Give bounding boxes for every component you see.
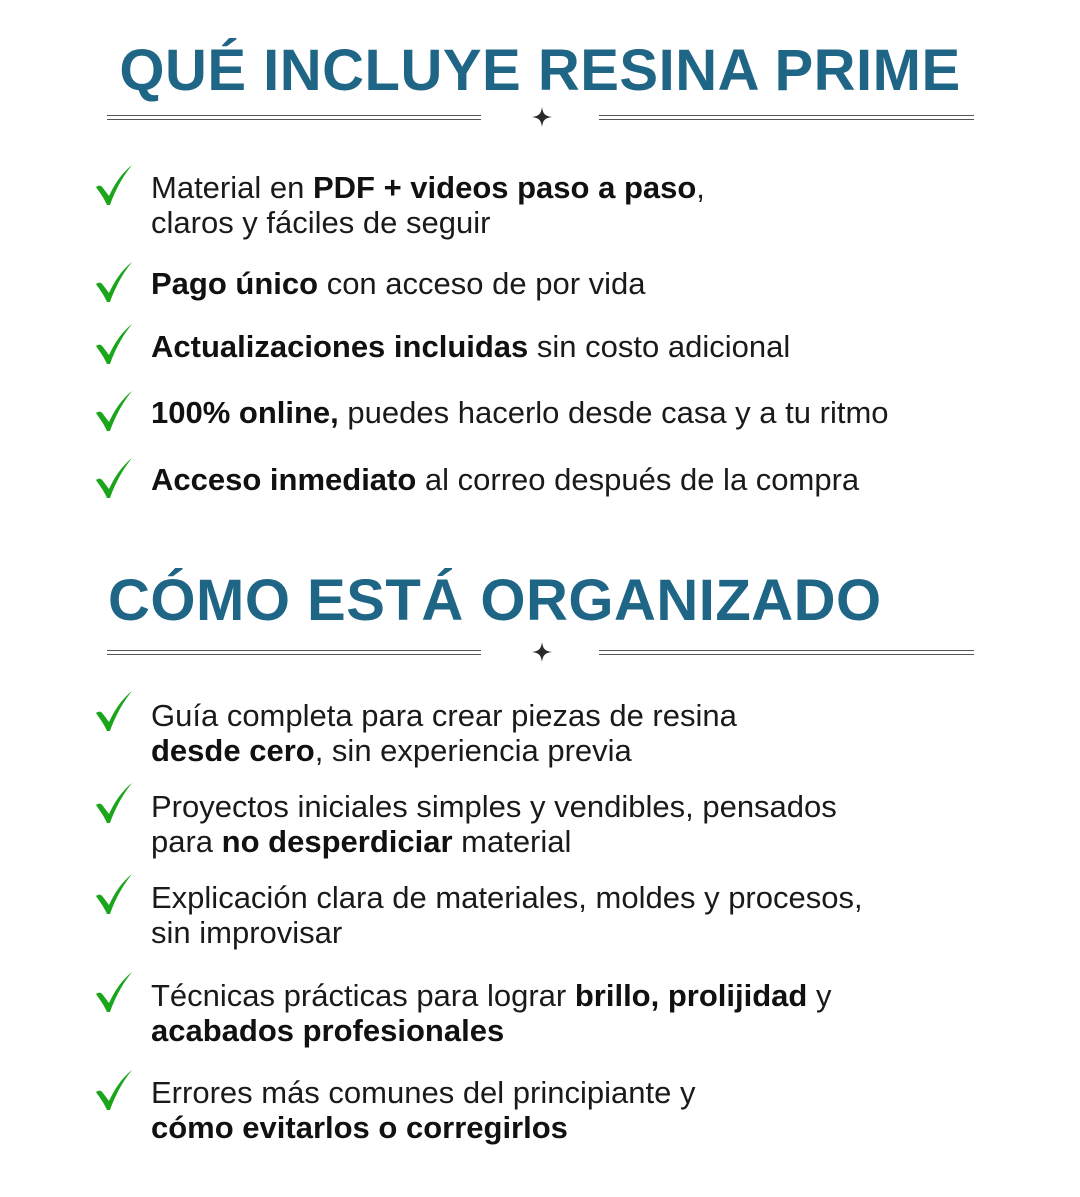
- text-segment: Explicación clara de materiales, moldes y procesos,: [151, 880, 863, 915]
- bold-text: no desperdiciar: [221, 824, 453, 859]
- checkmark-icon: [94, 781, 134, 825]
- text-segment: Técnicas prácticas para lograr: [151, 978, 575, 1013]
- checkmark-icon: [94, 322, 134, 366]
- text-line: [151, 266, 1051, 301]
- text-line: [151, 205, 1051, 240]
- section-title-organization: CÓMO ESTÁ ORGANIZADO: [108, 568, 882, 633]
- checkmark-icon: [94, 689, 134, 733]
- text-line: [151, 1013, 1051, 1048]
- text-segment: y: [807, 978, 832, 1013]
- text-segment: Proyectos iniciales simples y vendibles, pensados: [151, 789, 837, 824]
- text-segment: Errores más comunes del principiante y: [151, 1075, 696, 1110]
- text-segment: sin costo adicional: [528, 329, 791, 364]
- list-item-text: [151, 698, 1051, 768]
- checkmark-icon: [94, 1068, 134, 1112]
- text-line: [151, 329, 1051, 364]
- text-line: [151, 824, 1051, 859]
- text-line: [151, 462, 1051, 497]
- title-divider: [107, 111, 974, 127]
- text-line: [151, 733, 1051, 768]
- bold-text: PDF + videos paso a paso: [312, 170, 697, 205]
- bold-text: Pago único: [151, 266, 319, 301]
- four-point-star-icon: [531, 641, 553, 663]
- divider-line-right: [599, 650, 974, 655]
- list-item-text: [151, 789, 1051, 859]
- list-item-text: [151, 880, 1051, 950]
- text-segment: con acceso de por vida: [318, 266, 646, 301]
- title-divider: [107, 646, 974, 662]
- divider-line-right: [599, 115, 974, 120]
- text-line: [151, 915, 1051, 950]
- checkmark-icon: [94, 970, 134, 1014]
- text-segment: Material en: [151, 170, 313, 205]
- list-item-text: [151, 978, 1051, 1048]
- text-line: [151, 395, 1051, 430]
- text-segment: ,: [696, 170, 705, 205]
- text-line: [151, 170, 1051, 205]
- checkmark-icon: [94, 260, 134, 304]
- bold-text: cómo evitarlos o corregirlos: [151, 1110, 568, 1145]
- text-segment: al correo después de la compra: [416, 462, 860, 497]
- list-item-text: [151, 462, 1051, 497]
- text-segment: sin improvisar: [151, 915, 343, 950]
- text-line: [151, 789, 1051, 824]
- list-item-text: [151, 395, 1051, 430]
- list-item-text: [151, 1075, 1051, 1145]
- bold-text: Actualizaciones incluidas: [151, 329, 529, 364]
- checkmark-icon: [94, 456, 134, 500]
- text-segment: puedes hacerlo desde casa y a tu ritmo: [338, 395, 889, 430]
- text-line: [151, 1075, 1051, 1110]
- text-segment: material: [452, 824, 572, 859]
- bold-text: Acceso inmediato: [151, 462, 417, 497]
- text-line: [151, 1110, 1051, 1145]
- divider-line-left: [107, 115, 481, 120]
- divider-line-left: [107, 650, 481, 655]
- bold-text: desde cero: [151, 733, 315, 768]
- text-line: [151, 880, 1051, 915]
- section-title-includes: QUÉ INCLUYE RESINA PRIME: [119, 38, 961, 103]
- checkmark-icon: [94, 389, 134, 433]
- bold-text: brillo, prolijidad: [574, 978, 808, 1013]
- text-segment: Guía completa para crear piezas de resina: [151, 698, 737, 733]
- text-segment: claros y fáciles de seguir: [151, 205, 491, 240]
- checkmark-icon: [94, 872, 134, 916]
- text-segment: para: [151, 824, 222, 859]
- bold-text: acabados profesionales: [151, 1013, 505, 1048]
- text-line: [151, 698, 1051, 733]
- list-item-text: [151, 329, 1051, 364]
- text-line: [151, 978, 1051, 1013]
- checkmark-icon: [94, 163, 134, 207]
- list-item-text: [151, 266, 1051, 301]
- four-point-star-icon: [531, 106, 553, 128]
- list-item-text: [151, 170, 1051, 240]
- text-segment: , sin experiencia previa: [314, 733, 632, 768]
- bold-text: 100% online,: [151, 395, 339, 430]
